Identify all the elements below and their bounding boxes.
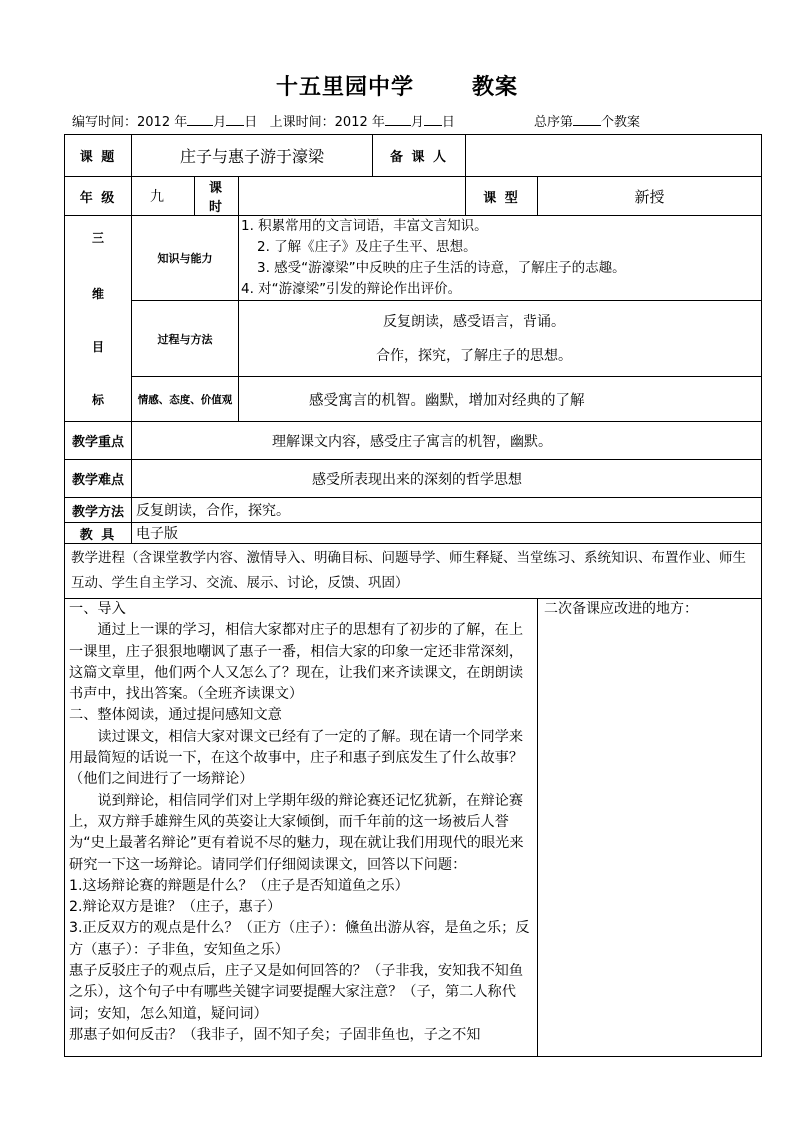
write-day-blank[interactable] xyxy=(226,113,244,126)
knowledge-item-1: 1. 积累常用的文言词语，丰富文言知识。 xyxy=(241,218,488,234)
knowledge-label: 知识与能力 xyxy=(132,216,239,301)
difficulty-label: 教学难点 xyxy=(65,460,132,498)
write-month-label: 月 xyxy=(213,115,227,130)
emotion-content: 感受寓言的机智。幽默，增加对经典的了解 xyxy=(239,377,762,422)
goal-knowledge-row xyxy=(65,216,762,301)
page-title xyxy=(0,70,794,101)
tools-content: 电子版 xyxy=(132,523,762,544)
section-heading-intro: 一、导入 xyxy=(69,601,126,617)
key-point-content: 理解课文内容，感受庄子寓言的机智，幽默。 xyxy=(132,422,762,460)
write-day-label: 日 xyxy=(244,115,258,130)
process-content xyxy=(239,301,762,377)
knowledge-item-3: 3. 感受“游濠梁”中反映的庄子生活的诗意，了解庄子的志趣。 xyxy=(257,260,626,276)
method-row xyxy=(65,498,762,523)
type-label: 课 型 xyxy=(466,177,538,216)
doc-type: 教案 xyxy=(472,75,519,100)
process-label: 过程与方法 xyxy=(132,301,239,377)
preparer-label: 备 课 人 xyxy=(373,135,466,177)
process-note-row xyxy=(65,544,762,599)
topic-value: 庄子与惠子游于濠梁 xyxy=(132,135,373,177)
goal-char-3: 目 xyxy=(91,340,104,354)
method-content: 反复朗读，合作，探究。 xyxy=(132,498,762,523)
type-value: 新授 xyxy=(538,177,762,216)
class-time-label: 上课时间：2012 年 xyxy=(269,115,385,130)
meta-line xyxy=(72,111,732,130)
paragraph-intro: 通过上一课的学习，相信大家都对庄子的思想有了初步的了解，在上一课里，庄子狠狠地嘲讽了惠子一番，相信大家的印象一定还非常深刻，这篇文章里，他们两个人又怎么了？现在，让我们来齐读课文，在朗朗读书声中，找出答案。（全班齐读课文） xyxy=(69,622,524,703)
question-3: 3.正反双方的观点是什么？（正方（庄子）：儵鱼出游从容，是鱼之乐；反方（惠子）：子非鱼，安知鱼之乐） xyxy=(69,920,530,958)
body-row xyxy=(65,599,762,1057)
tools-row xyxy=(65,523,762,544)
difficulty-content: 感受所表现出来的深刻的哲学思想 xyxy=(132,460,762,498)
total-suffix: 个教案 xyxy=(601,115,641,130)
question-2: 2.辩论双方是谁？（庄子，惠子） xyxy=(69,899,282,916)
grade-label: 年 级 xyxy=(65,177,132,216)
paragraph-counter: 那惠子如何反击？（我非子，固不知子矣；子固非鱼也，子之不知 xyxy=(69,1026,481,1043)
write-month-blank[interactable] xyxy=(187,113,213,126)
hours-value[interactable] xyxy=(239,177,466,216)
second-prep-notes: 二次备课应改进的地方： xyxy=(538,599,762,1057)
section-heading-reading: 二、整体阅读，通过提问感知文意 xyxy=(69,707,282,724)
three-dim-goal-label xyxy=(65,216,132,422)
topic-label: 课 题 xyxy=(65,135,132,177)
total-label: 总序第 xyxy=(534,115,574,130)
lesson-plan-table xyxy=(64,134,762,1057)
method-label: 教学方法 xyxy=(65,498,132,523)
process-item-2: 合作，探究，了解庄子的思想。 xyxy=(376,347,572,364)
total-index xyxy=(534,111,640,130)
goal-emotion-row xyxy=(65,377,762,422)
goal-char-4: 标 xyxy=(91,393,104,407)
topic-row xyxy=(65,135,762,177)
knowledge-content xyxy=(239,216,762,301)
school-name: 十五里园中学 xyxy=(275,75,414,100)
total-blank[interactable] xyxy=(573,113,601,126)
class-day-label: 日 xyxy=(441,115,455,130)
grade-value: 九 xyxy=(132,177,195,216)
paragraph-reading: 读过课文，相信大家对课文已经有了一定的了解。现在请一个同学来用最简短的话说一下，在这个故事中，庄子和惠子到底发生了什么故事？（他们之间进行了一场辩论） xyxy=(69,728,524,788)
paragraph-reply: 惠子反驳庄子的观点后，庄子又是如何回答的？（子非我，安知我不知鱼之乐），这个句子中有哪些关键字词要提醒大家注意？（子，第二人称代词；安知，怎么知道，疑问词） xyxy=(69,963,524,1022)
goal-char-1: 三 xyxy=(91,231,104,245)
emotion-label: 情感、态度、价值观 xyxy=(132,377,239,422)
class-month-label: 月 xyxy=(410,115,424,130)
difficulty-row xyxy=(65,460,762,498)
write-time-label: 编写时间：2012 年 xyxy=(72,115,188,130)
key-point-label: 教学重点 xyxy=(65,422,132,460)
goal-char-2: 维 xyxy=(91,287,104,301)
tools-label: 教 具 xyxy=(65,523,132,544)
goal-process-row xyxy=(65,301,762,377)
process-note: 教学进程（含课堂教学内容、激情导入、明确目标、问题导学、师生释疑、当堂练习、系统知识、布置作业、师生互动、学生自主学习、交流、展示、讨论，反馈、巩固） xyxy=(65,544,762,599)
teaching-text xyxy=(65,599,537,1046)
question-1: 1.这场辩论赛的辩题是什么？（庄子是否知道鱼之乐） xyxy=(69,877,409,894)
preparer-value[interactable] xyxy=(466,135,762,177)
knowledge-item-4: 4. 对“游濠梁”引发的辩论作出评价。 xyxy=(241,281,462,297)
teaching-content xyxy=(65,599,538,1057)
process-item-1: 反复朗读，感受语言，背诵。 xyxy=(383,313,565,330)
class-day-blank[interactable] xyxy=(424,113,442,126)
key-point-row xyxy=(65,422,762,460)
hours-label: 课 时 xyxy=(195,177,239,216)
grade-row xyxy=(65,177,762,216)
paragraph-debate: 说到辩论，相信同学们对上学期年级的辩论赛还记忆犹新，在辩论赛上，双方辩手雄辩生风的英姿让大家倾倒，而千年前的这一场被后人誉为“史上最著名辩论”更有着说不尽的魅力，现在就让我们用现代的眼光来研究一下这一场辩论。请同学们仔细阅读课文，回答以下问题： xyxy=(69,792,524,873)
class-month-blank[interactable] xyxy=(385,113,411,126)
knowledge-item-2: 2. 了解《庄子》及庄子生平、思想。 xyxy=(257,239,477,255)
